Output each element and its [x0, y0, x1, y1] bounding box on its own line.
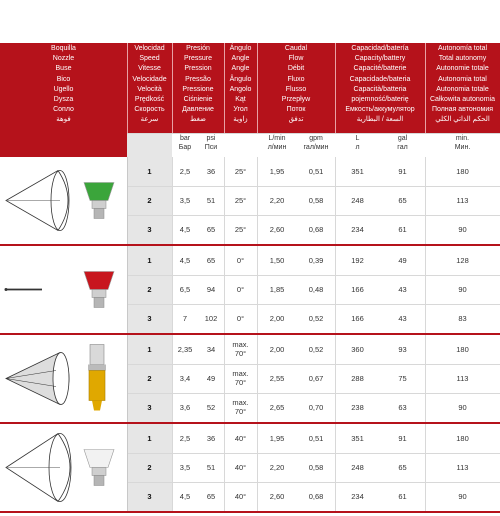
header-autonomy-line: Полная автономия — [431, 106, 494, 114]
header-angle-line: Kąt — [235, 96, 246, 104]
col-divider — [425, 157, 426, 244]
header-nozzle-line: Сопло — [53, 106, 74, 114]
header-speed-line: سرعة — [140, 116, 159, 124]
cell-bar: 6,5 — [179, 285, 191, 294]
cell-l: 351 — [351, 434, 364, 443]
cell-l: 288 — [351, 374, 364, 383]
header-autonomy-line: Całkowita autonomia — [430, 96, 495, 104]
header-nozzle-line: Bico — [56, 75, 71, 83]
cell-bar: 2,5 — [179, 167, 191, 176]
header-pressure-line: Ciśnienie — [183, 96, 213, 104]
col-divider — [425, 246, 426, 333]
cell-gal: 65 — [398, 463, 407, 472]
unit-bar: bar Бар — [178, 135, 192, 151]
cell-min: 128 — [456, 256, 469, 265]
header-flow-line: Przepływ — [281, 96, 311, 104]
cell-angle-line: max. — [232, 398, 249, 407]
units-row — [127, 133, 500, 158]
header-autonomy-line: Autonomía total — [437, 45, 488, 52]
cell-gal: 61 — [398, 492, 407, 501]
header-capacity-line: Емкость/аккумулятор — [345, 106, 415, 114]
header-pressure-line: ضغط — [190, 116, 206, 124]
cell-min: 180 — [456, 434, 469, 443]
cell-min: 90 — [458, 285, 467, 294]
col-divider — [257, 157, 258, 244]
cell-angle: 40° — [234, 434, 247, 443]
header-flow-line: Поток — [286, 106, 306, 114]
cell-gpm: 0,48 — [308, 285, 324, 294]
cell-psi: 65 — [206, 492, 216, 501]
cell-psi: 49 — [206, 374, 216, 383]
unit-gal: gal гал — [397, 135, 408, 151]
col-divider — [224, 335, 225, 422]
header-pressure-line: Pression — [184, 65, 212, 73]
cell-psi: 36 — [206, 167, 216, 176]
cell-lmin: 2,60 — [269, 492, 285, 501]
cell-angle — [224, 335, 257, 364]
header-pressure-line: Presión — [186, 45, 210, 52]
cell-speed: 2 — [147, 463, 152, 472]
header-capacity-line: Capacity/battery — [354, 55, 406, 63]
cell-l: 166 — [351, 314, 364, 323]
cell-l: 166 — [351, 285, 364, 294]
cell-speed: 2 — [147, 374, 152, 383]
header-autonomy-line: الحكم الذاتي الكلي — [435, 116, 490, 124]
header-autonomy-line: Autonomia total — [438, 75, 487, 83]
header-nozzle-line: Nozzle — [52, 55, 75, 63]
header-flow-line: Débit — [287, 65, 305, 73]
cell-lmin: 2,20 — [269, 196, 285, 205]
col-divider — [172, 335, 173, 422]
cell-gal: 63 — [398, 403, 407, 412]
cell-gpm: 0,58 — [308, 463, 324, 472]
cell-min: 180 — [456, 345, 469, 354]
cell-gal: 49 — [398, 256, 407, 265]
header-speed-line: Prędkość — [134, 96, 165, 104]
header-capacity-line: Capacità/batteria — [353, 85, 407, 93]
header-nozzle — [0, 43, 127, 157]
header-capacity-line: pojemność/baterię — [351, 96, 409, 104]
header-angle-line: Ángulo — [229, 45, 252, 52]
col-divider — [335, 424, 336, 511]
cell-lmin: 1,95 — [269, 167, 285, 176]
cell-speed: 1 — [147, 345, 152, 354]
col-divider — [335, 157, 336, 244]
col-divider — [425, 424, 426, 511]
cell-l: 248 — [351, 463, 364, 472]
header-pressure-line: Давление — [182, 106, 214, 114]
cell-gpm: 0,68 — [308, 225, 324, 234]
cell-min: 90 — [458, 403, 467, 412]
cell-min: 113 — [456, 196, 469, 205]
cell-gpm: 0,51 — [308, 434, 324, 443]
cell-psi: 36 — [206, 434, 216, 443]
header-capacity-line: السعة / البطارية — [356, 116, 404, 124]
header-flow-line: Flusso — [285, 85, 307, 93]
col-divider — [224, 424, 225, 511]
header-flow-line: Flow — [288, 55, 304, 63]
header-angle-line: زاوية — [233, 116, 248, 124]
cell-l: 360 — [351, 345, 364, 354]
header-speed-line: Velocidade — [132, 75, 167, 83]
cell-angle-line: 70° — [234, 378, 247, 387]
col-divider — [172, 157, 173, 244]
cell-angle-line: max. — [232, 340, 249, 349]
unit-l: L л — [355, 135, 360, 151]
header-pressure-line: Pressione — [182, 85, 214, 93]
cell-bar: 4,5 — [179, 492, 191, 501]
col-divider — [335, 246, 336, 333]
col-divider — [257, 424, 258, 511]
cell-lmin: 2,00 — [269, 314, 285, 323]
cell-angle: 0° — [236, 256, 245, 265]
cell-gpm: 0,51 — [308, 167, 324, 176]
header-flow-line: Caudal — [284, 45, 308, 52]
cell-gpm: 0,39 — [308, 256, 324, 265]
cell-gal: 65 — [398, 196, 407, 205]
header-speed-line: Velocidad — [134, 45, 165, 52]
cell-gal: 93 — [398, 345, 407, 354]
cell-angle: 40° — [234, 463, 247, 472]
header-speed-line: Vitesse — [138, 65, 161, 73]
cell-min: 83 — [458, 314, 467, 323]
col-divider — [335, 335, 336, 422]
header-speed-line: Velocità — [137, 85, 162, 93]
header-angle-line: Ângulo — [229, 75, 252, 83]
cell-bar: 7 — [182, 314, 188, 323]
cell-min: 113 — [456, 374, 469, 383]
cell-l: 234 — [351, 225, 364, 234]
cell-gpm: 0,52 — [308, 314, 324, 323]
cell-speed: 3 — [147, 403, 152, 412]
header-autonomy-line: Autonomie totale — [436, 65, 489, 73]
cell-angle: 40° — [234, 492, 247, 501]
cell-gal: 91 — [398, 434, 407, 443]
header-autonomy-line: Autonomia totale — [436, 85, 489, 93]
cell-angle-line: 70° — [234, 349, 247, 358]
cell-angle: 25° — [234, 196, 247, 205]
cell-psi: 34 — [206, 345, 216, 354]
cell-gpm: 0,52 — [308, 345, 324, 354]
header-angle-line: Угол — [233, 106, 248, 114]
cell-gpm: 0,68 — [308, 492, 324, 501]
unit-lmin: L/min л/мин — [267, 135, 287, 151]
header-speed-line: Speed — [139, 55, 160, 63]
header-nozzle-line: Dysza — [53, 96, 74, 104]
header-flow-line: تدفق — [288, 116, 304, 124]
header-nozzle-line: فوهة — [56, 116, 71, 124]
cell-bar: 2,5 — [179, 434, 191, 443]
cell-gal: 75 — [398, 374, 407, 383]
header-autonomy-line: Total autonomy — [438, 55, 487, 63]
header-capacity-line: Capacidade/bateria — [349, 75, 411, 83]
cell-bar: 3,4 — [179, 374, 191, 383]
cell-bar: 3,5 — [179, 463, 191, 472]
cell-speed: 2 — [147, 196, 152, 205]
cell-psi: 94 — [206, 285, 216, 294]
header-flow-line: Fluxo — [287, 75, 305, 83]
col-divider — [172, 246, 173, 333]
cell-bar: 4,5 — [179, 256, 191, 265]
cell-lmin: 2,00 — [269, 345, 285, 354]
cell-speed: 3 — [147, 314, 152, 323]
cell-lmin: 2,55 — [269, 374, 285, 383]
group-divider — [0, 511, 500, 513]
header-capacity-line: Capacité/batterie — [353, 65, 407, 73]
cell-gpm: 0,70 — [308, 403, 324, 412]
cell-angle: 25° — [234, 225, 247, 234]
header-speed-line: Скорость — [134, 106, 165, 114]
cell-min: 90 — [458, 225, 467, 234]
cell-gal: 91 — [398, 167, 407, 176]
cell-speed: 1 — [147, 256, 152, 265]
col-divider — [127, 424, 128, 511]
cell-angle: 0° — [236, 285, 245, 294]
cell-l: 351 — [351, 167, 364, 176]
header-capacity-line: Capacidad/batería — [351, 45, 409, 52]
cell-bar: 2,35 — [177, 345, 193, 354]
cell-angle: 25° — [234, 167, 247, 176]
cell-speed: 3 — [147, 492, 152, 501]
cell-speed: 2 — [147, 285, 152, 294]
cell-gal: 43 — [398, 285, 407, 294]
cell-bar: 3,5 — [179, 196, 191, 205]
cell-lmin: 2,20 — [269, 463, 285, 472]
header-pressure-line: Pressure — [183, 55, 212, 63]
unit-gpm: gpm гал/мин — [303, 135, 329, 151]
cell-min: 113 — [456, 463, 469, 472]
cell-min: 180 — [456, 167, 469, 176]
header-nozzle-line: Boquilla — [51, 45, 76, 52]
col-divider — [224, 246, 225, 333]
cell-speed: 1 — [147, 434, 152, 443]
cell-l: 238 — [351, 403, 364, 412]
cell-psi: 52 — [206, 403, 216, 412]
cell-lmin: 1,95 — [269, 434, 285, 443]
cell-min: 90 — [458, 492, 467, 501]
unit-min: min. Мин. — [454, 135, 471, 151]
cell-psi: 51 — [206, 196, 216, 205]
col-divider — [257, 335, 258, 422]
cell-psi: 51 — [206, 463, 216, 472]
col-divider — [425, 335, 426, 422]
cell-psi: 65 — [206, 225, 216, 234]
cell-gpm: 0,58 — [308, 196, 324, 205]
col-divider — [224, 157, 225, 244]
cell-lmin: 2,65 — [269, 403, 285, 412]
col-divider — [127, 246, 128, 333]
cell-angle — [224, 364, 257, 393]
cell-gpm: 0,67 — [308, 374, 324, 383]
cell-gal: 61 — [398, 225, 407, 234]
cell-lmin: 2,60 — [269, 225, 285, 234]
cell-l: 192 — [351, 256, 364, 265]
cell-angle: 0° — [236, 314, 245, 323]
header-nozzle-line: Buse — [55, 65, 72, 73]
cell-gal: 43 — [398, 314, 407, 323]
cell-bar: 4,5 — [179, 225, 191, 234]
cell-angle-line: max. — [232, 369, 249, 378]
cell-l: 248 — [351, 196, 364, 205]
unit-psi: psi Пси — [204, 135, 218, 151]
cell-l: 234 — [351, 492, 364, 501]
cell-speed: 1 — [147, 167, 152, 176]
header-nozzle-line: Ugello — [53, 85, 74, 93]
cell-psi: 102 — [204, 314, 218, 323]
col-divider — [172, 424, 173, 511]
col-divider — [127, 335, 128, 422]
header-pressure-line: Pressão — [185, 75, 211, 83]
header-angle-line: Angolo — [229, 85, 252, 93]
cell-angle-line: 70° — [234, 407, 247, 416]
cell-lmin: 1,50 — [269, 256, 285, 265]
col-divider — [257, 246, 258, 333]
cell-angle — [224, 393, 257, 422]
cell-lmin: 1,85 — [269, 285, 285, 294]
cell-psi: 65 — [206, 256, 216, 265]
col-divider — [127, 157, 128, 244]
cell-speed: 3 — [147, 225, 152, 234]
cell-bar: 3,6 — [179, 403, 191, 412]
header-angle-line: Angle — [231, 55, 250, 63]
header-angle-line: Angle — [231, 65, 250, 73]
